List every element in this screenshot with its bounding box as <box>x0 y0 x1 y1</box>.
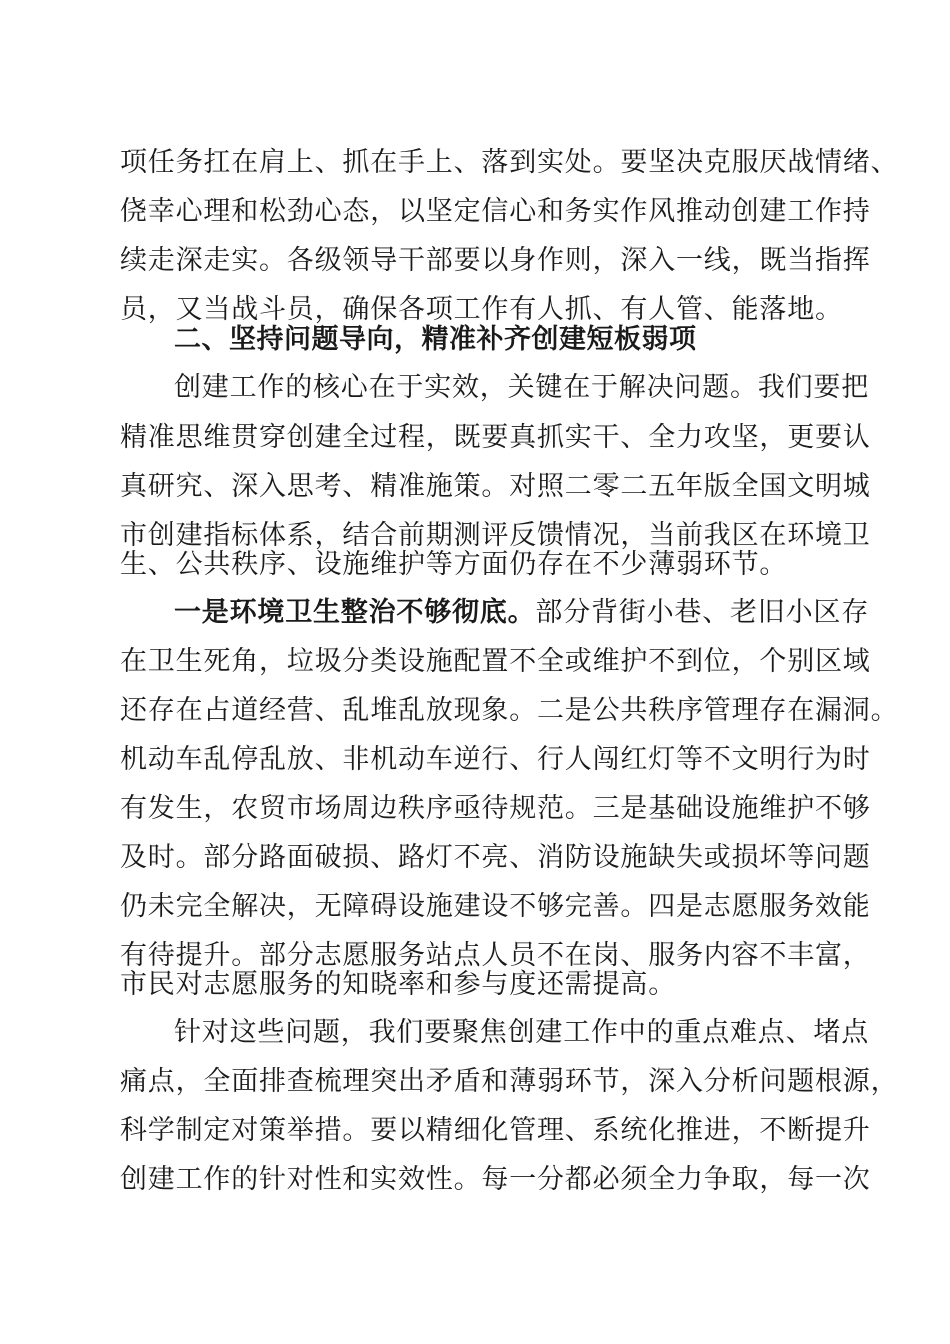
body-text-line: 生、公共秩序、设施维护等方面仍存在不少薄弱环节。 <box>120 549 788 580</box>
point-one-title: 一是环境卫生整治不够彻底。 <box>174 597 536 628</box>
body-text-line: 针对这些问题，我们要聚焦创建工作中的重点难点、堵点 <box>174 1017 869 1048</box>
body-text-line: 侥幸心理和松劲心态，以坚定信心和务实作风推动创建工作持 <box>120 196 871 227</box>
body-text-line-lead <box>174 593 869 633</box>
body-text-line: 真研究、深入思考、精准施策。对照二零二五年版全国文明城 <box>120 471 871 502</box>
body-text-line: 项任务扛在肩上、抓在手上、落到实处。要坚决克服厌战情绪、 <box>120 147 899 178</box>
body-text-line: 在卫生死角，垃圾分类设施配置不全或维护不到位，个别区域 <box>120 646 871 677</box>
body-text-line: 精准思维贯穿创建全过程，既要真抓实干、全力攻坚，更要认 <box>120 422 871 453</box>
point-one-text: 部分背街小巷、老旧小区存 <box>535 597 870 628</box>
body-text-line: 市创建指标体系，结合前期测评反馈情况，当前我区在环境卫 <box>120 520 871 551</box>
body-text-line: 仍未完全解决，无障碍设施建设不够完善。四是志愿服务效能 <box>120 891 871 922</box>
body-text-line: 及时。部分路面破损、路灯不亮、消防设施缺失或损坏等问题 <box>120 842 871 873</box>
section-heading: 二、坚持问题导向，精准补齐创建短板弱项 <box>174 324 697 355</box>
body-text-line: 痛点，全面排查梳理突出矛盾和薄弱环节，深入分析问题根源， <box>120 1066 899 1097</box>
body-text-line: 创建工作的核心在于实效，关键在于解决问题。我们要把 <box>174 372 869 403</box>
body-text-line: 科学制定对策举措。要以精细化管理、系统化推进，不断提升 <box>120 1115 871 1146</box>
body-text-line: 有待提升。部分志愿服务站点人员不在岗、服务内容不丰富， <box>120 940 871 971</box>
body-text-line: 还存在占道经营、乱堆乱放现象。二是公共秩序管理存在漏洞。 <box>120 695 899 726</box>
body-text-line: 续走深走实。各级领导干部要以身作则，深入一线，既当指挥 <box>120 245 871 276</box>
body-text-line: 市民对志愿服务的知晓率和参与度还需提高。 <box>120 969 676 1000</box>
body-text-line: 员，又当战斗员，确保各项工作有人抓、有人管、能落地。 <box>120 294 843 325</box>
body-text-line: 创建工作的针对性和实效性。每一分都必须全力争取，每一次 <box>120 1164 871 1195</box>
body-text-line: 机动车乱停乱放、非机动车逆行、行人闯红灯等不文明行为时 <box>120 744 871 775</box>
body-text-line: 有发生，农贸市场周边秩序亟待规范。三是基础设施维护不够 <box>120 793 871 824</box>
